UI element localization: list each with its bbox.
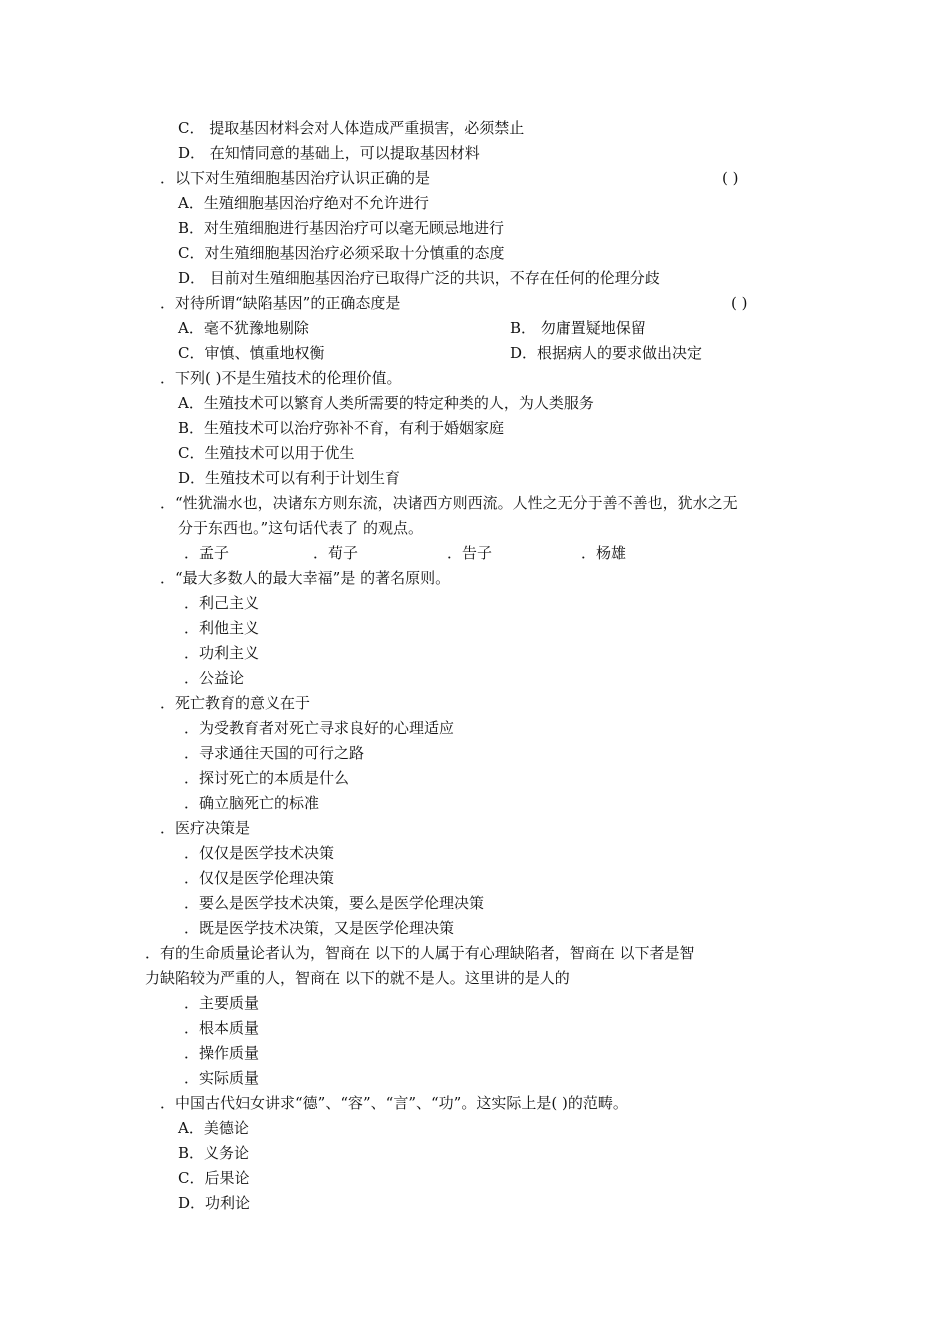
option-d: ．既是医学技术决策，又是医学伦理决策 [184, 919, 455, 937]
option-a: ．为受教育者对死亡寻求良好的心理适应 [184, 719, 455, 737]
option-b: ．利他主义 [184, 619, 260, 637]
option-b: B．生殖技术可以治疗弥补不育，有利于婚姻家庭 [178, 419, 505, 437]
option-c: ．操作质量 [184, 1044, 260, 1062]
option-c: C．审慎、慎重地权衡 [178, 344, 325, 362]
question-human-nature: ．“性犹湍水也，决诸东方则东流，决诸西方则西流。人性之无分于善不善也，犹水之无 [160, 494, 738, 512]
option-d: ．杨雄 [581, 544, 627, 562]
option-c: ．探讨死亡的本质是什么 [184, 769, 350, 787]
option-c: C．对生殖细胞基因治疗必须采取十分慎重的态度 [178, 244, 505, 262]
question-reproductive-tech: ．下列( )不是生殖技术的伦理价值。 [160, 369, 402, 387]
option-b: ．荀子 [313, 544, 359, 562]
answer-paren: ( ) [722, 169, 739, 187]
option-a: ．主要质量 [184, 994, 260, 1012]
option-c: ．告子 [447, 544, 493, 562]
question-human-nature-cont: 分于东西也。”这句话代表了 的观点。 [178, 519, 423, 537]
option-a: A．生殖技术可以繁育人类所需要的特定种类的人，为人类服务 [178, 394, 594, 412]
option-a: ．孟子 [184, 544, 230, 562]
option-d: ．实际质量 [184, 1069, 260, 1087]
option-b: B．义务论 [178, 1144, 250, 1162]
option-b: ．仅仅是医学伦理决策 [184, 869, 335, 887]
question-life-quality: ．有的生命质量论者认为，智商在 以下的人属于有心理缺陷者，智商在 以下者是智 [145, 944, 695, 962]
option-c: ．要么是医学技术决策，要么是医学伦理决策 [184, 894, 485, 912]
question-defective-gene: ．对待所谓“缺陷基因”的正确态度是 [160, 294, 401, 312]
option-a: A．毫不犹豫地剔除 [178, 319, 309, 337]
option-c-line: C． 提取基因材料会对人体造成严重损害，必须禁止 [178, 119, 525, 137]
option-d: D．功利论 [178, 1194, 251, 1212]
option-a: A．美德论 [178, 1119, 249, 1137]
option-c: ．功利主义 [184, 644, 260, 662]
option-b: B． 勿庸置疑地保留 [510, 319, 646, 337]
question-ancient-women: ．中国古代妇女讲求“德”、“容”、“言”、“功”。这实际上是( )的范畴。 [160, 1094, 628, 1112]
question-germline-therapy: ．以下对生殖细胞基因治疗认识正确的是 [160, 169, 431, 187]
option-b: B．对生殖细胞进行基因治疗可以毫无顾忌地进行 [178, 219, 505, 237]
option-a: A．生殖细胞基因治疗绝对不允许进行 [178, 194, 429, 212]
option-c: C．生殖技术可以用于优生 [178, 444, 355, 462]
option-b: ．根本质量 [184, 1019, 260, 1037]
option-d: D． 目前对生殖细胞基因治疗已取得广泛的共识，不存在任何的伦理分歧 [178, 269, 660, 287]
question-greatest-happiness: ．“最大多数人的最大幸福”是 的著名原则。 [160, 569, 451, 587]
option-d: D．生殖技术可以有利于计划生育 [178, 469, 401, 487]
question-medical-decision: ．医疗决策是 [160, 819, 251, 837]
option-a: ．利己主义 [184, 594, 260, 612]
option-a: ．仅仅是医学技术决策 [184, 844, 335, 862]
option-c: C．后果论 [178, 1169, 250, 1187]
question-death-education: ．死亡教育的意义在于 [160, 694, 311, 712]
option-b: ．寻求通往天国的可行之路 [184, 744, 365, 762]
answer-paren: ( ) [731, 294, 748, 312]
option-d: ．公益论 [184, 669, 245, 687]
option-d-line: D． 在知情同意的基础上，可以提取基因材料 [178, 144, 480, 162]
question-life-quality-cont: 力缺陷较为严重的人，智商在 以下的就不是人。这里讲的是人的 [145, 969, 570, 987]
option-d: ．确立脑死亡的标准 [184, 794, 320, 812]
option-d: D．根据病人的要求做出决定 [510, 344, 703, 362]
